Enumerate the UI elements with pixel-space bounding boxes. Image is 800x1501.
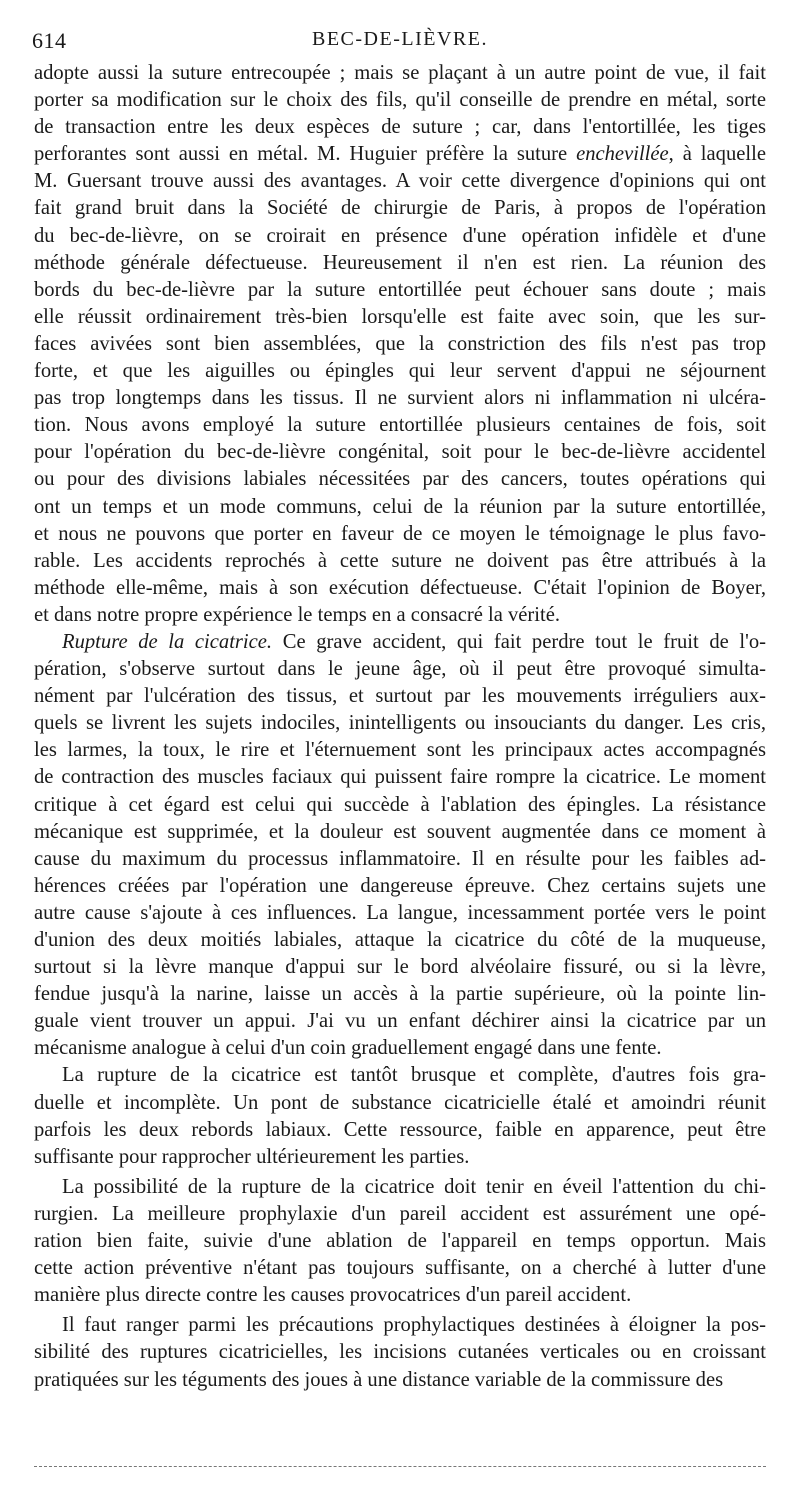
- text-line: parfois les deux rebords labiaux. Cette ressource, faible en apparence, peut être: [34, 1118, 766, 1141]
- text-line: et nous ne pouvons que porter en faveur de ce moyen le témoignage le plus favo-: [34, 522, 766, 545]
- text-line: duelle et incomplète. Un pont de substance cicatricielle étalé et amoindri réunit: [34, 1091, 766, 1114]
- text-line: guale vient trouver un appui. J'ai vu un enfant déchirer ainsi la cicatrice par un: [34, 1010, 766, 1033]
- text-line: autre cause s'ajoute à ces influences. La langue, incessamment portée vers le point: [34, 901, 766, 924]
- text-line: pratiquées sur les téguments des joues à une distance variable de la commissure des: [34, 1368, 724, 1391]
- italic-term: Rupture de la cicatrice.: [62, 630, 273, 653]
- page-number: 614: [32, 28, 67, 53]
- text-line: Rupture de la cicatrice. Ce grave accident, qui fait perdre tout le fruit de l'o-: [62, 630, 766, 653]
- text-line: surtout si la lèvre manque d'appui sur le bord alvéolaire fissuré, ou si la lèvre,: [34, 956, 766, 979]
- page-header: [32, 28, 768, 58]
- paragraph: [34, 1062, 766, 1170]
- text-line: pération, s'observe surtout dans le jeune âge, où il peut être provoqué simulta-: [34, 658, 766, 681]
- text-line: mécanique est supprimée, et la douleur est souvent augmentée dans ce moment à: [34, 820, 766, 843]
- text-line: manière plus directe contre les causes provocatrices d'un pareil accident.: [34, 1284, 632, 1307]
- text-line: cette action préventive n'étant pas toujours suffisante, on a cherché à lutter d'une: [34, 1257, 766, 1280]
- text-line: du bec-de-lièvre, on se croirait en présence d'une opération infidèle et d'une: [34, 224, 766, 247]
- text-line: ont un temps et un mode communs, celui de la réunion par la suture entortillée,: [34, 495, 766, 518]
- text-line: de contraction des muscles faciaux qui puissent faire rompre la cicatrice. Le moment: [34, 766, 766, 789]
- text-line: fendue jusqu'à la narine, laisse un accès à la partie supérieure, où la pointe lin-: [34, 983, 766, 1006]
- text-line: nément par l'ulcération des tissus, et surtout par les mouvements irréguliers aux-: [34, 685, 766, 708]
- text-line: forte, et que les aiguilles ou épingles qui leur servent d'appui ne séjournent: [34, 360, 766, 383]
- text-line: hérences créées par l'opération une dangereuse épreuve. Chez certains sujets une: [34, 874, 766, 897]
- text-line: suffisante pour rapprocher ultérieurement les parties.: [34, 1145, 470, 1168]
- text-line: sibilité des ruptures cicatricielles, les incisions cutanées verticales ou en croissant: [34, 1341, 766, 1364]
- text-line: d'union des deux moitiés labiales, attaque la cicatrice du côté de la muqueuse,: [34, 929, 766, 951]
- text-line: méthode elle-même, mais à son exécution défectueuse. C'était l'opinion de Boyer,: [34, 576, 766, 599]
- text-line: porter sa modification sur le choix des fils, qu'il conseille de prendre en métal, sorte: [34, 89, 766, 112]
- paragraph: [34, 1174, 766, 1309]
- text-line: de transaction entre les deux espèces de suture ; car, dans l'entortillée, les tiges: [34, 116, 766, 139]
- text-line: mécanisme analogue à celui d'un coin graduellement engagé dans une fente.: [34, 1037, 662, 1060]
- text-line: et dans notre propre expérience le temps en a consacré la vérité.: [34, 603, 561, 626]
- text-line: quels se livrent les sujets indociles, inintelligents ou insouciants du danger. Les cris,: [34, 712, 766, 735]
- text-line: ou pour des divisions labiales nécessitées par des cancers, toutes opérations qui: [34, 468, 766, 491]
- body-text: [34, 60, 766, 1394]
- paragraph: [34, 60, 766, 629]
- italic-term: enchevillée: [576, 143, 669, 166]
- text-line: M. Guersant trouve aussi des avantages. A voir cette divergence d'opinions qui ont: [34, 170, 766, 193]
- text-line: faces avivées sont bien assemblées, que la constriction des fils n'est pas trop: [34, 332, 766, 355]
- running-title: BEC-DE-LIÈVRE.: [312, 28, 488, 50]
- text-line: cause du maximum du processus inflammatoire. Il en résulte pour les faibles ad-: [34, 847, 766, 870]
- text-line: adopte aussi la suture entrecoupée ; mais se plaçant à un autre point de vue, il fait: [34, 62, 766, 84]
- text-line: La possibilité de la rupture de la cicatrice doit tenir en éveil l'attention du chi-: [62, 1175, 766, 1198]
- text-line: perforantes sont aussi en métal. M. Huguier préfère la suture enchevillée, à laquelle: [34, 143, 766, 166]
- text-line: elle réussit ordinairement très-bien lorsqu'elle est faite avec soin, que les sur-: [34, 305, 766, 328]
- paragraph: [34, 1312, 766, 1393]
- text-line: pas trop longtemps dans les tissus. Il ne survient alors ni inflammation ni ulcéra-: [34, 387, 766, 410]
- text-line: La rupture de la cicatrice est tantôt brusque et complète, d'autres fois gra-: [62, 1064, 766, 1087]
- text-line: les larmes, la toux, le rire et l'éternuement sont les principaux actes accompagnés: [34, 739, 766, 762]
- text-line: ration bien faite, suivie d'une ablation de l'appareil en temps opportun. Mais: [34, 1230, 766, 1253]
- text-line: pour l'opération du bec-de-lièvre congénital, soit pour le bec-de-lièvre accidentel: [34, 441, 766, 464]
- text-line: rurgien. La meilleure prophylaxie d'un pareil accident est assurément une opé-: [34, 1202, 766, 1225]
- text-line: rable. Les accidents reprochés à cette suture ne doivent pas être attribués à la: [34, 549, 766, 572]
- paragraph: [34, 629, 766, 1063]
- text-line: fait grand bruit dans la Société de chirurgie de Paris, à propos de l'opération: [34, 197, 766, 220]
- text-line: méthode générale défectueuse. Heureusement il n'en est rien. La réunion des: [34, 251, 766, 274]
- text-line: critique à cet égard est celui qui succède à l'ablation des épingles. La résistance: [34, 793, 766, 816]
- text-line: tion. Nous avons employé la suture entortillée plusieurs centaines de fois, soit: [34, 414, 766, 437]
- text-line: Il faut ranger parmi les précautions prophylactiques destinées à éloigner la pos-: [62, 1314, 766, 1337]
- text-line: bords du bec-de-lièvre par la suture entortillée peut échouer sans doute ; mais: [34, 278, 766, 301]
- footer-rule: [34, 1466, 766, 1467]
